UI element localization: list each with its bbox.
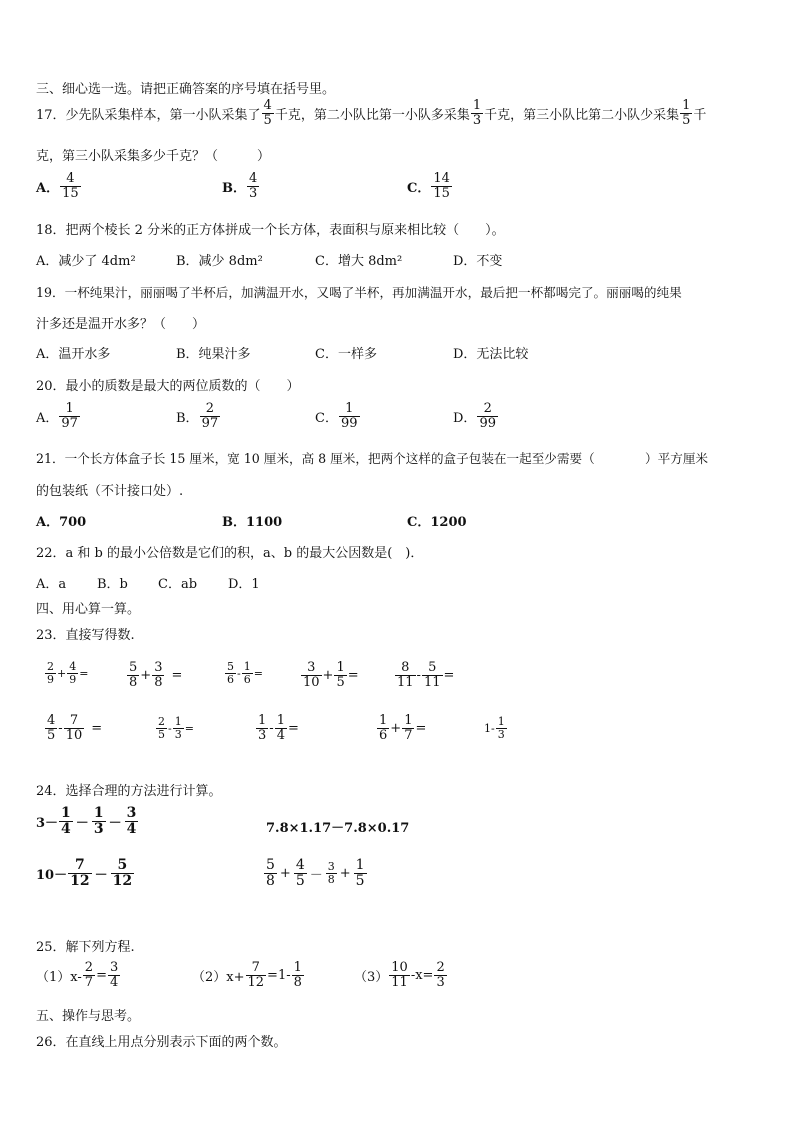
q20-option-d-fraction: 2 99 bbox=[479, 401, 496, 431]
q24-expression-2: 7.8×1.17－7.8×0.17 bbox=[266, 821, 410, 836]
fraction: $\frac{1}{4}$ bbox=[276, 713, 285, 743]
q19-option-d: D．无法比较 bbox=[453, 347, 529, 362]
section-5-title: 五、操作与思考。 bbox=[36, 1009, 141, 1024]
q17-option-c: C． 14 15 bbox=[407, 171, 450, 201]
fraction: $\frac{1}{6}$ bbox=[243, 660, 251, 686]
q17-option-b-fraction: 4 3 bbox=[249, 171, 258, 201]
fraction: $\frac{1}{3}$ bbox=[174, 715, 182, 741]
q22-option-c: C．ab bbox=[158, 577, 198, 592]
q23-expression: 4 5 - $\frac{7}{10}$ = bbox=[47, 713, 103, 743]
fraction: 1 3 bbox=[93, 805, 104, 837]
q23-expression: 2 5 - $\frac{1}{3}$ = bbox=[158, 715, 194, 741]
q17-text-1: 17．少先队采集样本，第一小队采集了 bbox=[36, 107, 261, 123]
q23-expression: 8 11 - $\frac{5}{11}$ = bbox=[397, 660, 455, 690]
question-21-line-1: 21．一个长方体盒子长 15 厘米，宽 10 厘米，高 8 厘米，把两个这样的盒子包装在一起至少需要（ ）平方厘米 bbox=[36, 451, 709, 466]
question-25-title: 25．解下列方程. bbox=[36, 940, 135, 955]
section-3-title: 三、细心选一选。请把正确答案的序号填在括号里。 bbox=[36, 82, 336, 97]
question-20: 20．最小的质数是最大的两位质数的（ ） bbox=[36, 379, 300, 394]
q17-text-2: 千克，第二小队比第一小队多采集 bbox=[274, 107, 470, 123]
q17-option-a: A． 4 15 bbox=[36, 171, 79, 201]
question-18: 18．把两个棱长 2 分米的正方体拼成一个长方体，表面积与原来相比较（ ）。 bbox=[36, 223, 505, 238]
q20-option-a-fraction: 1 97 bbox=[61, 401, 78, 431]
q20-option-c: C． 1 99 bbox=[315, 401, 358, 431]
q18-option-b: B．减少 8dm² bbox=[176, 254, 263, 269]
q20-option-b-fraction: 2 97 bbox=[201, 401, 219, 431]
fraction: $\frac{2}{7}$ bbox=[84, 960, 94, 990]
q25-equation-1: （1）x- $\frac{2}{7}$ = $\frac{3}{4}$ bbox=[36, 960, 119, 990]
fraction: 3 4 bbox=[126, 805, 137, 837]
fraction: 1 8 bbox=[293, 960, 302, 990]
fraction: $\frac{2}{3}$ bbox=[436, 960, 445, 990]
q17-text-4: 千 bbox=[693, 107, 707, 123]
fraction: 5 8 bbox=[266, 857, 275, 889]
q17-option-a-fraction: 4 15 bbox=[62, 171, 79, 201]
fraction: 4 5 bbox=[47, 713, 56, 743]
q22-option-b: B．b bbox=[97, 577, 128, 592]
q23-expression: 2 9 + $\frac{4}{9}$ = bbox=[47, 660, 89, 686]
q17-option-c-fraction: 14 15 bbox=[433, 171, 450, 201]
q17-line-2: 克，第三小队采集多少千克？（ ） bbox=[36, 149, 271, 164]
q20-option-a: A． 1 97 bbox=[36, 401, 78, 431]
fraction: 5 6 bbox=[227, 660, 234, 686]
q18-option-d: D．不变 bbox=[453, 254, 503, 269]
q17-option-b: B． 4 3 bbox=[222, 171, 258, 201]
fraction: 1 3 bbox=[497, 715, 505, 741]
question-19-line-1: 19．一杯纯果汁，丽丽喝了半杯后，加满温开水，又喝了半杯，再加满温开水，最后把一杯都喝完了。丽丽喝的纯果 bbox=[36, 285, 682, 300]
q18-option-a: A．减少了 4dm² bbox=[36, 254, 136, 269]
fraction: $\frac{4}{5}$ bbox=[295, 857, 305, 889]
q21-option-b: B．1100 bbox=[222, 515, 283, 530]
q24-expression-3: 10－ 7 12 － 5 12 bbox=[36, 857, 133, 889]
q22-option-a: A．a bbox=[36, 577, 67, 592]
fraction: 1 6 bbox=[379, 713, 388, 743]
q23-expression: 1- 1 3 bbox=[484, 715, 505, 741]
fraction: $\frac{1}{5}$ bbox=[336, 660, 345, 690]
fraction: 2 5 bbox=[158, 715, 165, 741]
fraction: 8 11 bbox=[397, 660, 414, 690]
q24-expression-1: 3－ 1 4 － 1 3 － 3 4 bbox=[36, 805, 137, 837]
fraction: 10 11 bbox=[391, 960, 408, 990]
q17-text-3: 千克，第三小队比第二小队少采集 bbox=[484, 107, 680, 123]
fraction: $\frac{3}{4}$ bbox=[109, 960, 119, 990]
fraction: $\frac{7}{12}$ bbox=[247, 960, 265, 990]
fraction: 1 3 bbox=[258, 713, 267, 743]
fraction: $\frac{1}{7}$ bbox=[404, 713, 413, 743]
question-23-title: 23．直接写得数. bbox=[36, 628, 135, 643]
q22-option-d: D．1 bbox=[228, 577, 260, 592]
question-21-line-2: 的包装纸（不计接口处）. bbox=[36, 484, 184, 499]
q23-expression: 3 10 + $\frac{1}{5}$ = bbox=[303, 660, 359, 690]
q21-option-c: C．1200 bbox=[407, 515, 467, 530]
question-19-line-2: 汁多还是温开水多？（ ） bbox=[36, 317, 206, 332]
question-17 bbox=[36, 99, 706, 127]
q18-option-c: C．增大 8dm² bbox=[315, 254, 403, 269]
fraction: 3 10 bbox=[303, 660, 320, 690]
q23-expression: 5 6 - $\frac{1}{6}$ = bbox=[227, 660, 263, 686]
q19-option-a: A．温开水多 bbox=[36, 347, 111, 362]
q19-option-b: B．纯果汁多 bbox=[176, 347, 251, 362]
fraction: 3 8 bbox=[327, 860, 335, 886]
fraction: $\frac{4}{9}$ bbox=[69, 660, 77, 686]
q17-fraction-1: 4 5 bbox=[263, 98, 272, 128]
fraction: 5 8 bbox=[129, 660, 138, 690]
q20-option-b: B． 2 97 bbox=[176, 401, 219, 431]
fraction: 5 12 bbox=[112, 857, 133, 889]
q20-option-c-fraction: 1 99 bbox=[340, 401, 358, 431]
q21-option-a: A．700 bbox=[36, 515, 87, 530]
fraction: 1 4 bbox=[61, 805, 71, 837]
fraction: $\frac{7}{10}$ bbox=[65, 713, 83, 743]
fraction: 2 9 bbox=[47, 660, 54, 686]
question-22: 22．a 和 b 的最小公倍数是它们的积，a、b 的最大公因数是( )． bbox=[36, 546, 424, 561]
fraction: 7 12 bbox=[70, 857, 90, 889]
q17-fraction-3: 1 5 bbox=[682, 98, 691, 128]
fraction: $\frac{5}{11}$ bbox=[423, 660, 441, 690]
q23-expression: 1 6 + $\frac{1}{7}$ = bbox=[379, 713, 427, 743]
section-4-title: 四、用心算一算。 bbox=[36, 602, 141, 617]
q25-equation-2: （2）x+ $\frac{7}{12}$ =1- 1 8 bbox=[192, 960, 302, 990]
q19-option-c: C．一样多 bbox=[315, 347, 377, 362]
q17-fraction-2: 1 3 bbox=[472, 98, 482, 128]
q20-option-d: D． 2 99 bbox=[453, 401, 496, 431]
q23-expression: 5 8 + $\frac{3}{8}$ = bbox=[129, 660, 183, 690]
question-26: 26．在直线上用点分别表示下面的两个数。 bbox=[36, 1035, 287, 1050]
q24-expression-4: 5 8 + $\frac{4}{5}$ － 3 8 + $\frac{1}{5}$ bbox=[266, 857, 365, 889]
fraction: $\frac{1}{5}$ bbox=[355, 857, 365, 889]
fraction: $\frac{3}{8}$ bbox=[154, 660, 163, 690]
q23-expression: 1 3 - $\frac{1}{4}$ = bbox=[258, 713, 299, 743]
question-24-title: 24．选择合理的方法进行计算。 bbox=[36, 784, 222, 799]
q25-equation-3: （3） 10 11 -x= $\frac{2}{3}$ bbox=[354, 960, 445, 990]
